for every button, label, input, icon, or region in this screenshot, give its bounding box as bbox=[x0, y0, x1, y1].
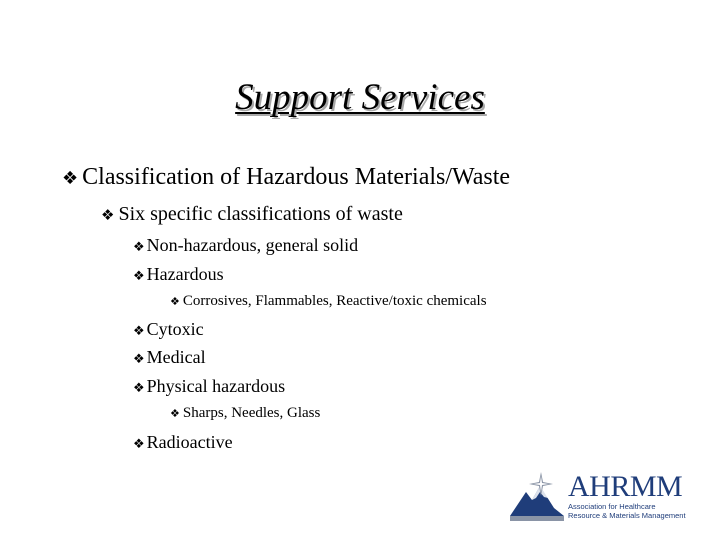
mountain-star-icon bbox=[508, 470, 566, 528]
bullet-diamond-icon: ❖ bbox=[133, 352, 145, 367]
bullet-item bbox=[133, 345, 206, 372]
bullet-text: Hazardous bbox=[146, 264, 224, 284]
bullet-diamond-icon: ❖ bbox=[170, 407, 180, 420]
bullet-item bbox=[133, 317, 204, 344]
bullet-text: Sharps, Needles, Glass bbox=[182, 405, 321, 421]
bullet-diamond-icon: ❖ bbox=[62, 168, 79, 189]
bullet-item bbox=[170, 291, 487, 312]
slide-title: Support Services bbox=[235, 77, 485, 118]
bullet-diamond-icon: ❖ bbox=[133, 324, 145, 339]
bullet-item bbox=[133, 233, 358, 260]
bullet-text: Radioactive bbox=[146, 432, 233, 452]
bullet-item bbox=[133, 374, 285, 401]
logo-subtitle bbox=[568, 503, 686, 520]
bullet-diamond-icon: ❖ bbox=[101, 206, 115, 224]
logo-name: AHRMM bbox=[568, 470, 683, 503]
bullet-item bbox=[101, 201, 403, 228]
bullet-text: Non-hazardous, general solid bbox=[146, 235, 359, 255]
bullet-item bbox=[133, 430, 233, 457]
bullet-diamond-icon: ❖ bbox=[133, 381, 145, 396]
logo-subtitle-line: Resource & Materials Management bbox=[568, 510, 686, 520]
bullet-item bbox=[170, 403, 320, 424]
bullet-text: Classification of Hazardous Materials/Waste bbox=[82, 164, 511, 190]
bullet-text: Corrosives, Flammables, Reactive/toxic chemicals bbox=[182, 293, 487, 309]
bullet-text: Six specific classifications of waste bbox=[118, 203, 403, 225]
ahrmm-logo bbox=[508, 470, 698, 528]
bullet-item bbox=[133, 262, 224, 289]
bullet-text: Medical bbox=[146, 347, 206, 367]
bullet-item bbox=[62, 162, 510, 194]
bullet-text: Physical hazardous bbox=[146, 376, 286, 396]
logo-subtitle-line: Association for Healthcare bbox=[568, 502, 656, 511]
bullet-diamond-icon: ❖ bbox=[133, 240, 145, 255]
bullet-diamond-icon: ❖ bbox=[133, 437, 145, 452]
bullet-text: Cytoxic bbox=[146, 319, 204, 339]
bullet-diamond-icon: ❖ bbox=[170, 295, 180, 308]
bullet-diamond-icon: ❖ bbox=[133, 269, 145, 284]
